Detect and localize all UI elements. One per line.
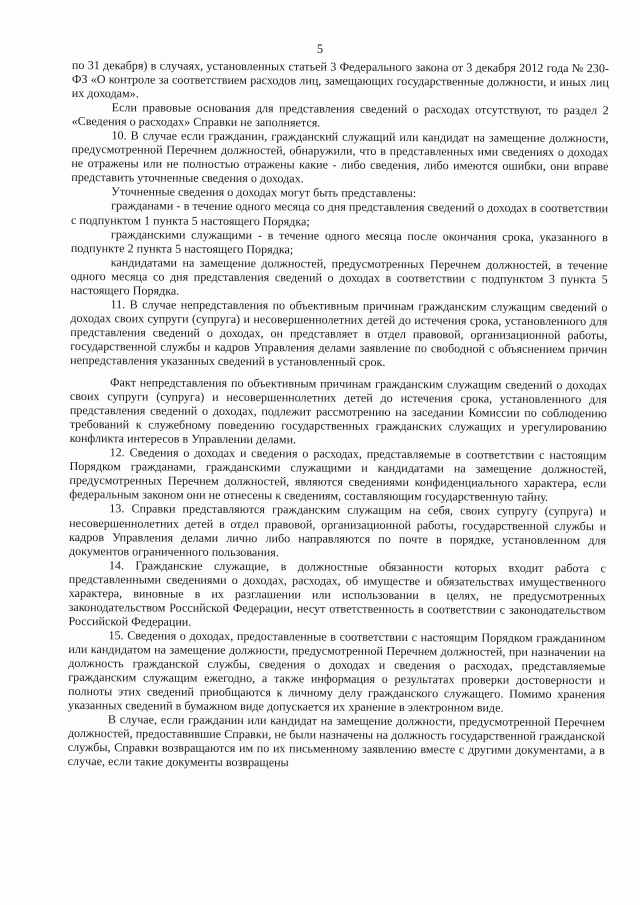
paragraph-11-fact: Факт непредставления по объективным причинам гражданским служащим сведений о доходах своих супруги (супруга) и несовершеннолетних детей до истечения срока, установленного для представления сведений о доходах, подлежит рассмотрению на заседании Комиссии по соблюдению требований к служебному поведению государственных гражданских служащих и урегулированию конфликта интересов в Управлении делами. <box>69 375 608 447</box>
paragraph-citizens: гражданами - в течение одного месяца со дня представления сведений о доходах в соответствии с подпунктом 1 пункта 5 настоящего Порядка; <box>70 198 609 228</box>
paragraph-13: 13. Справки представляются гражданским служащим на себя, своих супругу (супруга) и несовершеннолетних детей в отдел правовой, организационной работы, государственной службы и кадров Управления делами лично либо направляются по почте в порядке, установленном для документов ограниченного пользования. <box>68 501 607 559</box>
paragraph-14: 14. Гражданские служащие, в должностные обязанности которых входит работа с представленными сведениями о доходах, расходах, об имуществе и обязательствах имущественного характера, виновные в их разглашении или использовании в целях, не предусмотренных законодательством Российской Федерации, несут ответственность в соответствии с законодательством Российской Федерации. <box>68 557 606 629</box>
paragraph-11: 11. В случае непредставления по объективным причинам гражданским служащим сведений о доходах своих супруги (супруга) и несовершеннолетних детей до истечения срока, установленного для представления сведений о доходах, он представляет в отдел правовой, организационной работы, государственной службы и кадров Управления делами заявление по свободной с объяснением причин непредставления указанных сведений в установленный срок. <box>70 297 608 369</box>
paragraph-candidates: кандидатами на замещение должностей, предусмотренных Перечнем должностей, в течение одного месяца со дня представления сведений о доходах в соответствии с подпунктом 3 пункта 5 настоящего Порядка. <box>70 254 608 298</box>
paragraph-15: 15. Сведения о доходах, предоставленные в соответствии с настоящим Порядком гражданином или кандидатом на замещение должности, предусмотренной Перечнем должностей, при назначении на должность гражданской службы, сведения о доходах и сведения о расходах, представляемые гражданским служащим ежегодно, а также информация о результатах проверки достоверности и полноты этих сведений приобщаются к личному делу гражданского служащего. Помимо хранения указанных сведений в бумажном виде допускается их хранение в электронном виде. <box>68 628 606 715</box>
paragraph-civil-servants: гражданскими служащими - в течение одного месяца после окончания срока, указанного в подпункте 2 пункта 5 настоящего Порядка; <box>70 226 608 256</box>
paragraph-15-return: В случае, если гражданин или кандидат на замещение должности, предусмотренной Перечнем должностей, предоставившие Справки, не были назначены на должность государственной гражданской службы, Справки возвращаются им по их письменному заявлению вместе с другими документами, а в случае, если такие документы возвращены <box>67 712 605 770</box>
paragraph-no-expense-grounds: Если правовые основания для представления сведений о расходах отсутствуют, то раздел 2 «Сведения о расходах» Справки не заполняется. <box>71 100 609 130</box>
document-body <box>68 58 609 772</box>
paragraph-continuation: по 31 декабря) в случаях, установленных статьей 3 Федерального закона от 3 декабря 2012 года № 230-ФЗ «О контроле за соответствием расходов лиц, замещающих государственные должности, и иных лиц их доходам». <box>71 58 609 101</box>
paragraph-refined-info-intro: Уточненные сведения о доходах могут быть представлены: <box>111 184 417 201</box>
paragraph-10: 10. В случае если гражданин, гражданский служащий или кандидат на замещение должности, предусмотренной Перечнем должностей, обнаружили, что в представленных ими сведениях о доходах не отражены или не полностью отражены какие - либо сведения, либо имеются ошибки, они вправе представить уточненные сведения о доходах. <box>71 128 609 186</box>
paragraph-12: 12. Сведения о доходах и сведения о расходах, представляемые в соответствии с настоящим Порядком гражданами, гражданскими служащими и кандидатами на замещение должностей, предусмотренных Перечнем должностей, являются сведениями конфиденциального характера, если федеральным законом они не отнесены к сведениям, составляющим государственную тайну. <box>69 445 607 505</box>
page-number: 5 <box>316 42 324 56</box>
